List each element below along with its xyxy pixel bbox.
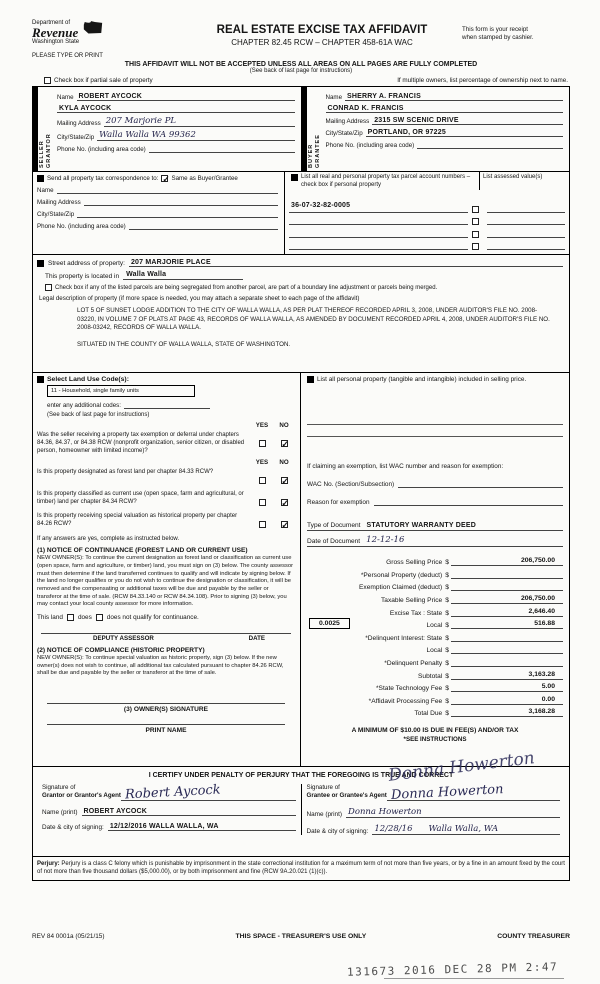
owners-signature-label: (3) OWNER(S) SIGNATURE <box>123 705 209 713</box>
row-delinquent-interest-state: *Delinquent Interest: State $ <box>307 633 563 642</box>
owners-signature-block <box>37 692 295 734</box>
buyer-name2-field[interactable]: CONRAD K. FRANCIS <box>326 104 564 113</box>
personal-property-checkbox[interactable] <box>472 243 479 250</box>
grantor-date-label: Date & city of signing: <box>42 823 104 831</box>
legal-description-label: Legal description of property (if more space is needed, you may attach a separate sheet to each page of the affidavit) <box>39 295 360 302</box>
wac-field[interactable] <box>398 479 563 488</box>
seller-city-field[interactable]: Walla Walla WA 99362 <box>97 130 294 141</box>
grantee-name-print-label: Name (print) <box>306 810 343 818</box>
dollar-sign: $ <box>445 672 449 680</box>
row-delinquent-penalty: *Delinquent Penalty $ <box>307 658 563 667</box>
corr-mailing-label: Mailing Address <box>37 199 81 206</box>
grantee-date-field[interactable]: 12/28/16 Walla Walla, WA <box>372 824 560 835</box>
row-exemption-claimed: Exemption Claimed (deduct) $ <box>307 582 563 591</box>
grantor-date-field[interactable]: 12/12/2016 WALLA WALLA, WA <box>108 822 296 831</box>
wac-label: WAC No. (Section/Subsection) <box>307 480 395 488</box>
see-back-note: (See back of last page for instructions) <box>47 412 150 418</box>
street-address-label: Street address of property: <box>48 260 125 267</box>
dollar-sign: $ <box>445 685 449 693</box>
located-in-label: This property is located in <box>45 273 120 280</box>
dollar-sign: $ <box>445 597 449 605</box>
seller-name-label: Name <box>57 94 74 101</box>
perjury-label: Perjury: <box>37 861 60 867</box>
perjury-clause <box>33 856 569 880</box>
tax-column <box>301 373 569 766</box>
buyer-city-field[interactable]: PORTLAND, OR 97225 <box>366 128 563 137</box>
grantee-signature: Donna Howerton <box>390 781 504 803</box>
grantee-date-label: Date & city of signing: <box>306 827 369 835</box>
washington-state-icon <box>82 20 104 40</box>
row-gross-selling-price: Gross Selling Price $ 206,750.00 <box>307 557 563 566</box>
partial-sale-row <box>44 77 568 84</box>
corr-city-field[interactable] <box>77 209 278 218</box>
property-section <box>33 254 569 372</box>
assessed-value-field[interactable] <box>487 204 565 213</box>
q4-no-checkbox[interactable] <box>281 521 288 528</box>
parcel-number-field[interactable]: 36-07-32-82-0005 <box>289 194 468 213</box>
grantor-name-print-field[interactable]: ROBERT AYCOCK <box>82 807 296 816</box>
q4-yes-checkbox[interactable] <box>259 521 266 528</box>
print-name-label: PRINT NAME <box>145 726 187 734</box>
row-subtotal: Subtotal $ 3,163.28 <box>307 671 563 680</box>
assessed-value-field[interactable] <box>487 216 565 225</box>
section-marker-icon <box>307 376 314 383</box>
form-title: REAL ESTATE EXCISE TAX AFFIDAVIT <box>216 24 428 36</box>
row-total-due: Total Due $ 3,168.28 <box>307 708 563 717</box>
stamp-underline <box>384 978 564 979</box>
corr-phone-label: Phone No. (including area code) <box>37 223 126 230</box>
segregated-checkbox[interactable] <box>45 284 52 291</box>
situated-text: SITUATED IN THE COUNTY OF WALLA WALLA, STATE OF WASHINGTON. <box>77 341 291 349</box>
deputy-assessor-label: DEPUTY ASSESSOR <box>93 634 154 642</box>
exemption-claimed-value[interactable] <box>451 582 563 591</box>
receipt-note: This form is your receipt when stamped by cashier. <box>462 26 534 42</box>
legal-description-text: LOT 5 OF SUNSET LODGE ADDITION TO THE CITY OF WALLA WALLA, AS PER PLAT THEREOF RECORDED APRIL 3, 2008, UNDER AUDITOR'S FILE NO. 2008-03220, IN VOLUME 7 OF PLATS AT PAGE 43, RECORDS OF WALLA WALLA, AS AMENDED BY DOCUMENT RECORDED APRIL 4, 2008, UNDER AUDITOR'S FILE NO. 2008-03242, RECORDS OF WALLA WALLA. <box>77 307 550 332</box>
personal-property-deduct-value[interactable] <box>451 570 563 579</box>
seller-section <box>33 87 302 171</box>
washington-state-label: Washington State <box>32 39 80 45</box>
notice-continuance-body: NEW OWNER(S): To continue the current designation as forest land or classification as current use (open space, farm and agriculture, or timber) land, you must sign on (3) below. The county assessor must then determine if the land transferred continues to qualify and will indicate by signing below. If the land no longer qualifies or you do not wish to continue the designation or classification, it will be removed and the compensating or additional taxes will be due and payable by the seller or transferor at the time of sale. (RCW 84.33.140 or RCW 84.34.108). Prior to signing (3) below, you may contact your local county assessor for more information. <box>37 555 294 608</box>
doc-type-value: STATUTORY WARRANTY DEED <box>366 521 476 529</box>
dollar-sign: $ <box>445 609 449 617</box>
minimum-fee-note: A MINIMUM OF $10.00 IS DUE IN FEE(S) AND/OR TAX <box>351 727 519 735</box>
personal-property-checkbox[interactable] <box>472 218 479 225</box>
segregated-label: Check box if any of the listed parcels are being segregated from another parcel, are part of a boundary line adjustment or parcels being merged. <box>55 284 438 291</box>
buyer-side-label: BUYER GRANTEE <box>307 134 321 168</box>
grantor-name-print-label: Name (print) <box>42 808 78 816</box>
see-instructions-note: *SEE INSTRUCTIONS <box>403 736 467 744</box>
dollar-sign: $ <box>445 710 449 718</box>
corr-phone-field[interactable] <box>129 221 278 230</box>
correspondence-section <box>33 171 569 254</box>
excise-tax-local-value[interactable]: 516.88 <box>451 620 563 629</box>
reason-field[interactable] <box>374 497 563 506</box>
certification-statement: I CERTIFY UNDER PENALTY OF PERJURY THAT THE FOREGOING IS TRUE AND CORRECT <box>148 772 454 779</box>
q2-yes-checkbox[interactable] <box>259 477 266 484</box>
county-treasurer-label: COUNTY TREASURER <box>497 933 570 940</box>
seller-mailing-label: Mailing Address <box>57 120 101 127</box>
buyer-section <box>302 87 570 171</box>
deputy-assessor-block <box>37 633 295 642</box>
personal-property-checkbox[interactable] <box>472 231 479 238</box>
corr-name-label: Name <box>37 187 54 194</box>
exemption-header: If claiming an exemption, list WAC number and reason for exemption: <box>307 462 504 470</box>
grantor-signature: Robert Aycock <box>124 782 221 803</box>
land-does-checkbox[interactable] <box>67 614 74 621</box>
buyer-mailing-label: Mailing Address <box>325 118 370 125</box>
land-does-not-checkbox[interactable] <box>96 614 103 621</box>
dept-of-label: Department of <box>32 20 71 26</box>
notice-continuance-title: (1) NOTICE OF CONTINUANCE (FOREST LAND OR CURRENT USE) <box>37 547 248 555</box>
question-current-use: Is this property classified as current use (open space, farm and agricultural, or timber) land per chapter 84.34 RCW? ✓ <box>37 491 295 510</box>
same-as-buyer-checkbox[interactable] <box>161 175 168 182</box>
seller-phone-field[interactable] <box>149 144 295 153</box>
doc-date-label: Date of Document <box>307 537 361 545</box>
form-body <box>32 86 570 881</box>
section-marker-icon <box>37 376 44 383</box>
affidavit-processing-fee-value[interactable]: 0.00 <box>451 696 563 705</box>
same-as-buyer-label: Same as Buyer/Grantee <box>171 175 238 182</box>
tax-computation <box>307 554 563 718</box>
print-name-field[interactable] <box>47 713 285 725</box>
located-in-field[interactable]: Walla Walla <box>123 271 243 280</box>
parcel-number-field[interactable] <box>289 216 468 225</box>
delinquent-interest-state-value[interactable] <box>451 633 563 642</box>
land-use-column <box>33 373 301 766</box>
seller-city-label: City/State/Zip <box>57 134 95 141</box>
personal-property-checkbox[interactable] <box>472 206 479 213</box>
deputy-date-label: DATE <box>248 634 265 642</box>
yes-no-header: YES NO <box>255 459 289 467</box>
yes-no-header: YES NO <box>255 422 289 429</box>
footer <box>32 933 570 940</box>
q3-yes-checkbox[interactable] <box>259 499 266 506</box>
main-section <box>33 372 569 766</box>
seller-name-field[interactable]: ROBERT AYCOCK <box>77 92 295 101</box>
revenue-wordmark: Revenue <box>32 25 79 40</box>
perjury-text: Perjury is a class C felony which is punishable by imprisonment in the state correctional institution for a maximum term of not more than five years, or by a fine in an amount fixed by the court of not more than five thousand dollars ($5,000.00), or by both imprisonment and fine (RCW 9A.20.021 (1)(c)). <box>37 861 565 876</box>
q2-no-checkbox[interactable] <box>281 477 288 484</box>
grantor-signature-field[interactable] <box>121 782 296 803</box>
parcel-number-field[interactable] <box>289 229 468 238</box>
row-state-technology-fee: *State Technology Fee $ 5.00 <box>307 683 563 692</box>
parcel-numbers-header: List all real and personal property tax parcel account numbers – check box if personal property <box>301 174 471 188</box>
multiple-owners-note: If multiple owners, list percentage of ownership next to name. <box>397 77 568 84</box>
seller-name2-field[interactable]: KYLA AYCOCK <box>57 104 295 113</box>
grantee-certification: Signature of Grantee or Grantee's Agent Donna Howerton Name (print) Donna Howerton Date & city of signing: 12/28/16 Walla Walla, WA <box>302 784 566 835</box>
reason-label: Reason for exemption <box>307 498 370 506</box>
dollar-sign: $ <box>445 584 449 592</box>
seller-side-label: SELLER GRANTOR <box>39 133 52 168</box>
assessed-value-field[interactable] <box>487 241 565 250</box>
dollar-sign: $ <box>445 697 449 705</box>
q1-no-checkbox[interactable] <box>281 440 288 447</box>
assessed-value-field[interactable] <box>487 229 565 238</box>
treasurer-space-label: THIS SPACE - TREASURER'S USE ONLY <box>235 933 367 940</box>
buyer-mailing-field[interactable]: 2315 SW SCENIC DRIVE <box>372 116 563 125</box>
notice-compliance-title: (2) NOTICE OF COMPLIANCE (HISTORIC PROPERTY) <box>37 646 205 654</box>
if-yes-note: If any answers are yes, complete as instructed below. <box>37 536 180 543</box>
notice-compliance-body: NEW OWNER(S): To continue special valuation as historic property, sign (3) below. If the new owner(s) does not wish to continue, all additional tax calculated pursuant to chapter 84.26 RCW, shall be due and payable by the seller or transferor at the time of sale. <box>37 654 284 677</box>
dollar-sign: $ <box>445 622 449 630</box>
form-number: REV 84 0001a (05/21/15) <box>32 933 105 940</box>
gross-selling-price-value[interactable]: 206,750.00 <box>451 557 563 566</box>
continuance-qualify-row: This land does does not qualify for continuance. <box>37 613 199 621</box>
owners-signature-field[interactable] <box>47 692 285 704</box>
assessed-values-header: List assessed value(s) <box>479 172 565 190</box>
row-excise-tax-local: 0.0025 Local $ 516.88 <box>307 620 563 629</box>
row-excise-tax-state: Excise Tax : State $ 2,646.40 <box>307 608 563 617</box>
street-address-field[interactable]: 207 MARJORIE PLACE <box>129 258 563 267</box>
buyer-phone-label: Phone No. (including area code) <box>325 142 415 149</box>
send-correspondence-label: Send all property tax correspondence to: <box>47 175 159 182</box>
row-delinquent-interest-local: Local $ <box>307 645 563 654</box>
certification-section <box>33 748 569 856</box>
acceptance-notice: THIS AFFIDAVIT WILL NOT BE ACCEPTED UNLESS ALL AREAS ON ALL PAGES ARE FULLY COMPLETED <box>124 61 478 68</box>
section-marker-icon <box>37 260 44 267</box>
section-marker-icon <box>37 175 44 182</box>
section-marker-icon <box>291 174 298 181</box>
see-back-note: (See back of last page for instructions) <box>249 68 353 74</box>
row-taxable-selling-price: Taxable Selling Price $ 206,750.00 <box>307 595 563 604</box>
dor-logo-block <box>32 20 182 59</box>
buyer-name-label: Name <box>325 94 343 101</box>
dollar-sign: $ <box>445 559 449 567</box>
parcel-number-field[interactable] <box>289 241 468 250</box>
corr-name-field[interactable] <box>57 185 278 194</box>
grantee-signature-overlay: Donna Howerton <box>387 748 536 786</box>
personal-property-field[interactable] <box>307 425 563 437</box>
delinquent-interest-local-value[interactable] <box>451 645 563 654</box>
question-historic: Is this property receiving special valuation as historical property per chapter 84.26 RCW? ✓ <box>37 513 295 532</box>
row-personal-property-deduct: *Personal Property (deduct) $ <box>307 570 563 579</box>
question-forest-land: Is this property designated as forest land per chapter 84.33 RCW? ✓ <box>37 469 295 488</box>
buyer-phone-field[interactable] <box>417 140 563 149</box>
partial-sale-label: Check box if partial sale of property <box>54 77 153 84</box>
buyer-name-field[interactable]: SHERRY A. FRANCIS <box>345 92 563 101</box>
excise-tax-state-value[interactable]: 2,646.40 <box>451 608 563 617</box>
grantor-certification: Signature of Grantor or Grantor's Agent Robert Aycock Name (print) ROBERT AYCOCK Date & city of signing: 12/12/2016 WALLA WALLA, WA <box>37 784 302 835</box>
question-exemption: Was the seller receiving a property tax exemption or deferral under chapters 84.36, 84.37, or 84.38 RCW (nonprofit organization, senior citizen, or disabled person, homeowner with limited income)? ✓ <box>37 432 295 455</box>
row-affidavit-processing-fee: *Affidavit Processing Fee $ 0.00 <box>307 696 563 705</box>
grantee-signature-field[interactable] <box>387 781 560 803</box>
parties-section <box>33 87 569 171</box>
buyer-city-label: City/State/Zip <box>325 130 363 137</box>
delinquent-penalty-value[interactable] <box>451 658 563 667</box>
cashier-stamp: 131673 2016 DEC 28 PM 2:47 <box>346 960 559 979</box>
q3-no-checkbox[interactable] <box>281 499 288 506</box>
seller-phone-label: Phone No. (including area code) <box>57 146 146 153</box>
local-rate-box: 0.0025 <box>309 618 350 629</box>
corr-city-label: City/State/Zip <box>37 211 75 218</box>
dollar-sign: $ <box>445 647 449 655</box>
dollar-sign: $ <box>445 634 449 642</box>
subtotal-value[interactable]: 3,163.28 <box>451 671 563 680</box>
doc-date-value: 12-12-16 <box>366 534 405 545</box>
doc-type-label: Type of Document <box>307 521 361 529</box>
land-use-code-field[interactable]: 11 - Household, single family units <box>47 385 195 397</box>
land-use-label: Select Land Use Code(s): <box>47 376 129 383</box>
grantee-name-print-field[interactable]: Donna Howerton <box>346 807 560 818</box>
partial-sale-checkbox[interactable] <box>44 77 51 84</box>
personal-property-note: List all personal property (tangible and intangible) included in selling price. <box>317 376 527 383</box>
form-chapter: CHAPTER 82.45 RCW – CHAPTER 458-61A WAC <box>231 38 413 47</box>
additional-codes-label: enter any additional codes: <box>47 402 121 409</box>
corr-mailing-field[interactable] <box>84 197 278 206</box>
personal-property-field[interactable] <box>307 413 563 425</box>
dollar-sign: $ <box>445 571 449 579</box>
taxable-selling-price-value[interactable]: 206,750.00 <box>451 595 563 604</box>
seller-mailing-field[interactable]: 207 Marjorie PL <box>104 116 295 127</box>
state-technology-fee-value[interactable]: 5.00 <box>451 683 563 692</box>
total-due-value[interactable]: 3,168.28 <box>451 708 563 717</box>
form-header <box>32 20 570 59</box>
dollar-sign: $ <box>445 659 449 667</box>
q1-yes-checkbox[interactable] <box>259 440 266 447</box>
please-type-label: PLEASE TYPE OR PRINT <box>32 53 103 59</box>
additional-codes-field[interactable] <box>124 401 210 409</box>
